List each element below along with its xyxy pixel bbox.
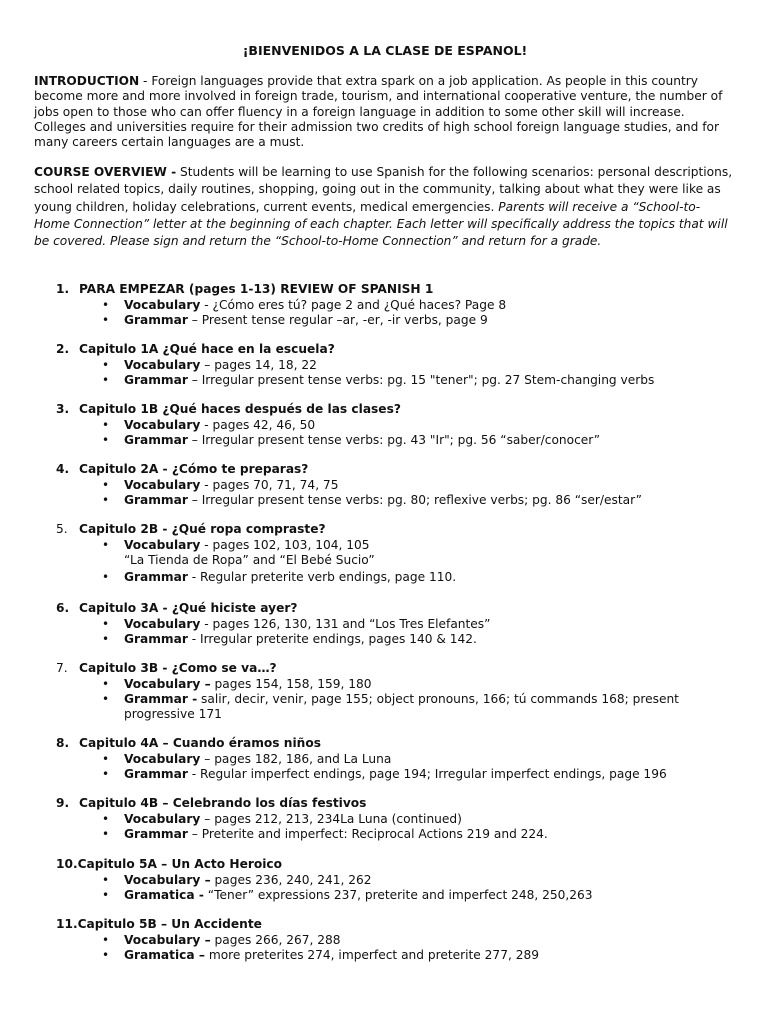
list-item (56, 478, 736, 493)
bullet-icon: • (102, 947, 110, 962)
section-heading (56, 282, 736, 298)
course-section (56, 522, 736, 585)
list-item (56, 298, 736, 313)
item-text: – Present tense regular –ar, -er, -ir verbs, page 9 (187, 312, 488, 327)
section-title: Capitulo 3A - ¿Qué hiciste ayer? (79, 601, 298, 615)
item-label: Gramatica – (124, 947, 205, 962)
item-text: salir, decir, venir, page 155; object pronouns, 166; tú commands 168; present progressive 171 (124, 691, 679, 722)
item-text: - ¿Cómo eres tú? page 2 and ¿Qué haces? Page 8 (200, 297, 507, 312)
item-text: pages 154, 158, 159, 180 (210, 676, 372, 691)
list-item (56, 933, 736, 948)
item-label: Vocabulary (124, 297, 201, 312)
course-section (56, 736, 736, 782)
course-section (56, 462, 736, 508)
list-item (56, 358, 736, 373)
item-label: Vocabulary (124, 417, 201, 432)
bullet-icon: • (102, 826, 110, 841)
course-section (56, 917, 736, 963)
section-heading (56, 402, 736, 418)
section-number: 9. (56, 796, 70, 810)
section-heading (56, 736, 736, 752)
list-item (56, 617, 736, 632)
item-label: Grammar (124, 766, 188, 781)
intro-paragraph (34, 74, 734, 150)
item-label: Vocabulary (124, 477, 201, 492)
section-number: 1. (56, 282, 70, 296)
section-number: 4. (56, 462, 70, 476)
item-label: Gramatica - (124, 887, 204, 902)
section-title: Capitulo 5B – Un Accidente (77, 917, 262, 931)
item-subtext: “La Tienda de Ropa” and “El Bebé Sucio” (124, 552, 375, 567)
course-section (56, 282, 736, 328)
overview-paragraph (34, 164, 734, 250)
item-text: – pages 182, 186, and La Luna (200, 751, 392, 766)
section-number: 7. (56, 661, 68, 675)
item-text: – Irregular present tense verbs: pg. 15 "tener"; pg. 27 Stem-changing verbs (187, 372, 655, 387)
bullet-icon: • (102, 751, 110, 766)
list-item (56, 538, 736, 569)
item-label: Vocabulary – (124, 872, 211, 887)
section-number: 11. (56, 917, 78, 931)
section-number: 10. (56, 857, 78, 871)
item-text: more preterites 274, imperfect and preterite 277, 289 (204, 947, 539, 962)
list-item (56, 313, 736, 328)
section-title: Capitulo 5A – Un Acto Heroico (77, 857, 282, 871)
course-section (56, 796, 736, 842)
bullet-icon: • (102, 691, 110, 706)
item-text: – Irregular present tense verbs: pg. 80; reflexive verbs; pg. 86 “ser/estar” (187, 492, 642, 507)
list-item (56, 888, 736, 903)
document-title: ¡BIENVENIDOS A LA CLASE DE ESPANOL! (242, 43, 528, 58)
section-title: Capitulo 1A ¿Qué hace en la escuela? (79, 342, 335, 356)
list-item (56, 752, 736, 767)
item-label: Grammar (124, 432, 188, 447)
item-text: – pages 212, 213, 234La Luna (continued) (200, 811, 462, 826)
course-section (56, 402, 736, 448)
item-text: - Regular imperfect endings, page 194; Irregular imperfect endings, page 196 (187, 766, 667, 781)
item-label: Grammar (124, 312, 188, 327)
item-label: Grammar (124, 372, 188, 387)
item-label: Vocabulary (124, 811, 201, 826)
item-label: Grammar (124, 826, 188, 841)
bullet-icon: • (102, 357, 110, 372)
item-text: – Preterite and imperfect: Reciprocal Actions 219 and 224. (187, 826, 548, 841)
bullet-icon: • (102, 372, 110, 387)
section-heading (56, 462, 736, 478)
section-number: 2. (56, 342, 70, 356)
list-item (56, 692, 736, 723)
item-text: - pages 70, 71, 74, 75 (200, 477, 339, 492)
item-text: pages 266, 267, 288 (210, 932, 341, 947)
item-label: Vocabulary (124, 357, 201, 372)
list-item (56, 767, 736, 782)
section-title: Capitulo 4B – Celebrando los días festivos (79, 796, 367, 810)
section-title: Capitulo 1B ¿Qué haces después de las clases? (79, 402, 401, 416)
bullet-icon: • (102, 766, 110, 781)
section-heading (56, 857, 736, 873)
section-title: PARA EMPEZAR (pages 1-13) REVIEW OF SPANISH 1 (79, 282, 434, 296)
section-title: Capitulo 4A – Cuando éramos niños (79, 736, 321, 750)
item-label: Vocabulary – (124, 676, 211, 691)
bullet-icon: • (102, 432, 110, 447)
section-number: 6. (56, 601, 70, 615)
list-item (56, 632, 736, 647)
section-number: 5. (56, 522, 68, 536)
section-number: 8. (56, 736, 70, 750)
list-item (56, 570, 736, 585)
section-heading (56, 342, 736, 358)
bullet-icon: • (102, 811, 110, 826)
section-heading (56, 661, 736, 677)
item-label: Grammar (124, 492, 188, 507)
list-item (56, 873, 736, 888)
section-number: 3. (56, 402, 70, 416)
item-text: - Irregular preterite endings, pages 140 & 142. (187, 631, 477, 646)
bullet-icon: • (102, 312, 110, 327)
section-title: Capitulo 2A - ¿Cómo te preparas? (79, 462, 309, 476)
item-label: Vocabulary (124, 537, 201, 552)
bullet-icon: • (102, 297, 110, 312)
bullet-icon: • (102, 631, 110, 646)
list-item (56, 433, 736, 448)
section-heading (56, 917, 736, 933)
overview-parent-note: Parents will receive a “School-to-Home Connection” letter at the beginning of each chapter. Each letter will specifically address the topics that will be covered. Please sign and return the “School-to-Home Connection” and return for a grade. (34, 199, 728, 249)
item-text: – Irregular present tense verbs: pg. 43 "Ir"; pg. 56 “saber/conocer” (187, 432, 601, 447)
bullet-icon: • (102, 676, 110, 691)
list-item (56, 677, 736, 692)
list-item (56, 827, 736, 842)
course-section (56, 342, 736, 388)
bullet-icon: • (102, 477, 110, 492)
item-text: - pages 42, 46, 50 (200, 417, 316, 432)
bullet-icon: • (102, 887, 110, 902)
intro-label: INTRODUCTION (34, 74, 140, 88)
course-section (56, 601, 736, 647)
item-label: Vocabulary (124, 616, 201, 631)
item-text: – pages 14, 18, 22 (200, 357, 317, 372)
bullet-icon: • (102, 537, 110, 552)
list-item (56, 812, 736, 827)
course-section (56, 857, 736, 903)
bullet-icon: • (102, 872, 110, 887)
overview-text: Students will be learning to use Spanish for the following scenarios: personal descriptions, school related topics, daily routines, shopping, going out in the community, talking about what they were like as young children, holiday celebrations, current events, medical emergencies. (34, 165, 733, 214)
item-text: - pages 102, 103, 104, 105 (200, 537, 370, 552)
list-item (56, 373, 736, 388)
bullet-icon: • (102, 492, 110, 507)
section-title: Capitulo 3B - ¿Como se va…? (79, 661, 277, 675)
item-text: “Tener” expressions 237, preterite and imperfect 248, 250,263 (203, 887, 593, 902)
item-text: - pages 126, 130, 131 and “Los Tres Elefantes” (200, 616, 491, 631)
section-heading (56, 796, 736, 812)
item-label: Grammar (124, 570, 188, 585)
item-label: Vocabulary (124, 751, 201, 766)
course-section (56, 661, 736, 722)
item-label: Grammar (124, 631, 188, 646)
item-text: - Regular preterite verb endings, page 110. (187, 570, 457, 585)
bullet-icon: • (102, 932, 110, 947)
section-heading (56, 522, 736, 538)
item-text: pages 236, 240, 241, 262 (210, 872, 372, 887)
overview-label: COURSE OVERVIEW - (34, 165, 177, 179)
section-heading (56, 601, 736, 617)
bullet-icon: • (102, 616, 110, 631)
bullet-icon: • (102, 417, 110, 432)
list-item (56, 493, 736, 508)
section-title: Capitulo 2B - ¿Qué ropa compraste? (79, 522, 326, 536)
bullet-icon: • (102, 570, 110, 585)
intro-text: - Foreign languages provide that extra spark on a job application. As people in this country become more and more involved in foreign trade, tourism, and international cooperative venture, the number of jobs open to those who can offer fluency in a foreign language in addition to some other skill will increase. Colleges and universities require for their admission two credits of high school foreign language studies, and for many careers certain languages are a must. (34, 74, 723, 150)
item-label: Grammar - (124, 691, 198, 706)
list-item (56, 948, 736, 963)
item-label: Vocabulary – (124, 932, 211, 947)
list-item (56, 418, 736, 433)
